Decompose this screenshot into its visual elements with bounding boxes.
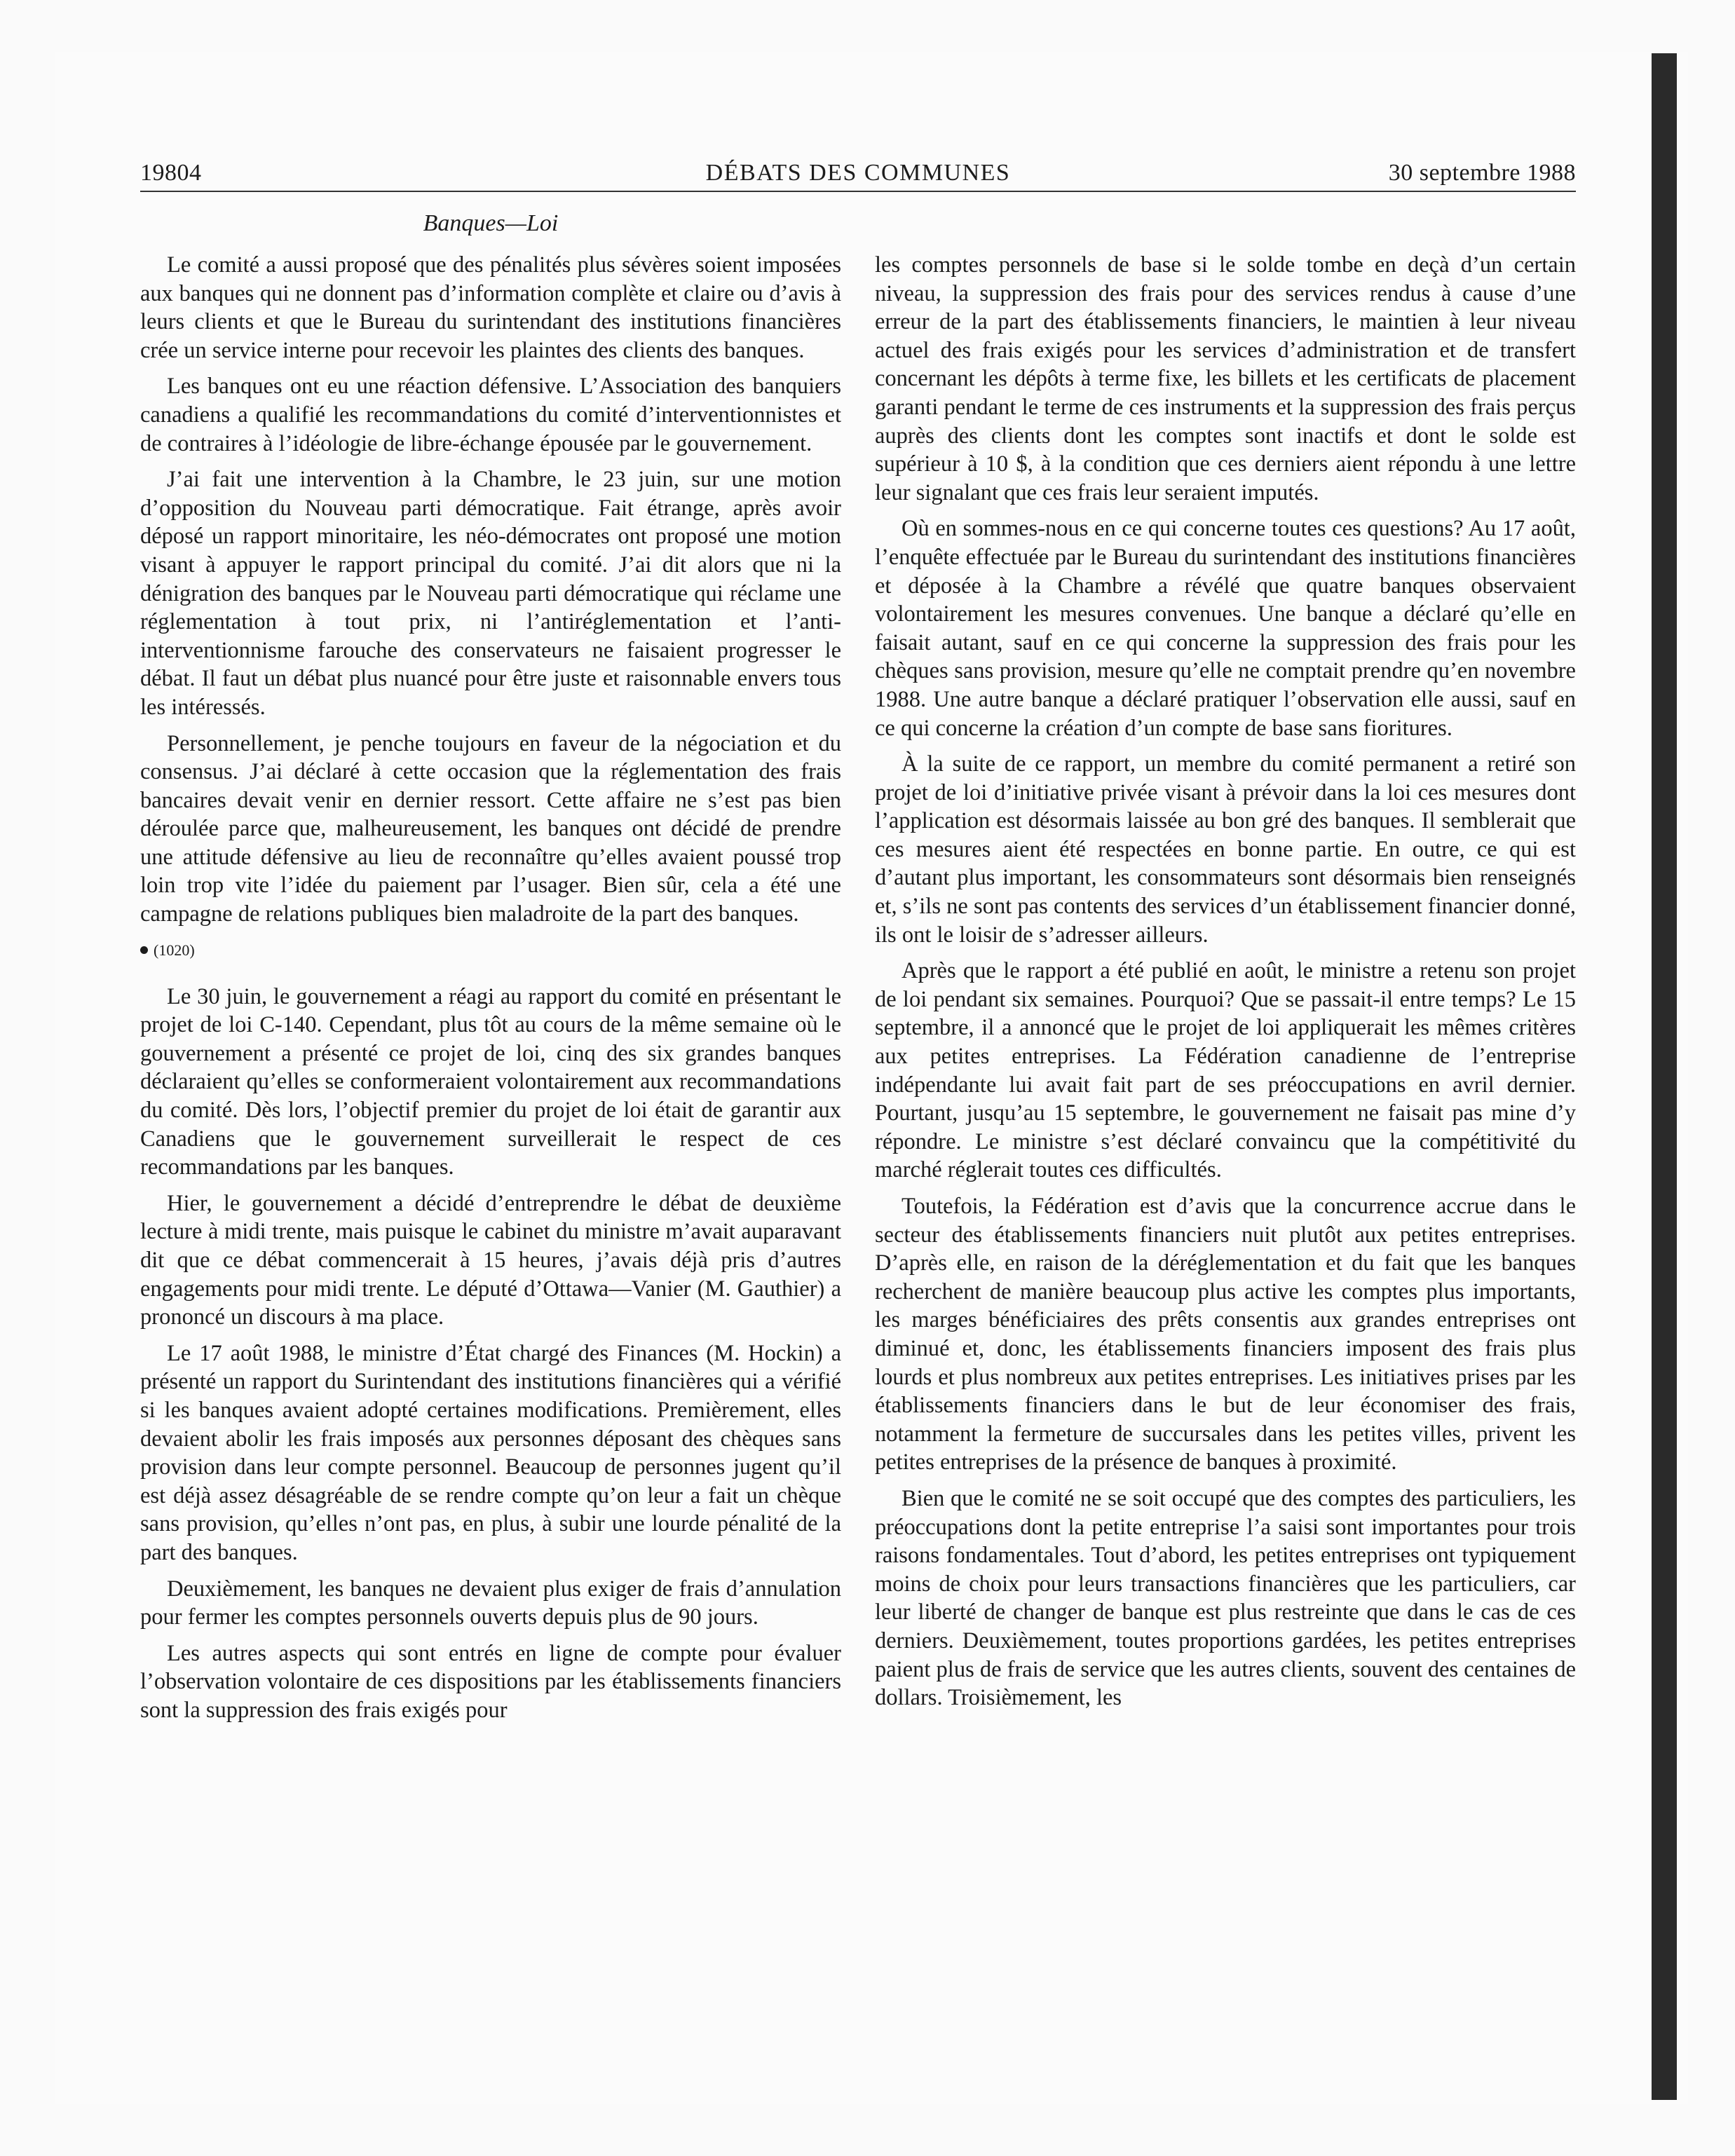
left-column: [140, 251, 841, 1733]
issue-date: 30 septembre 1988: [1388, 160, 1576, 186]
paragraph: Le 17 août 1988, le ministre d’État chargé des Finances (M. Hockin) a présenté un rapport du Surintendant des institutions financières qui a vérifié si les banques avaient adopté certaines modifications. Premièrement, elles devaient abolir les frais imposés aux personnes déposant des chèques sans provision dans leur compte personnel. Beaucoup de personnes jugent qu’il est déjà assez désagréable de se rendre compte qu’on leur a fait un chèque sans provision, qu’elles n’ont pas, en plus, à subir une lourde pénalité de la part des banques.: [140, 1340, 841, 1565]
subject-heading: Banques—Loi: [423, 210, 559, 236]
paragraph: Les banques ont eu une réaction défensive. L’Association des banquiers canadiens a qualifié les recommandations du comité d’interventionnistes et de contraires à l’idéologie de libre-échange épousée par le gouvernement.: [140, 374, 841, 456]
time-marker: [140, 936, 841, 964]
paragraph: Le 30 juin, le gouvernement a réagi au rapport du comité en présentant le projet de loi C-140. Cependant, plus tôt au cours de la même semaine où le gouvernement a présenté ce projet de loi, cinq des six grandes banques déclaraient qu’elles se conformeraient volontairement aux recommandations du comité. Dès lors, l’objectif premier du projet de loi était de garantir aux Canadiens que le gouvernement surveillerait le respect de ces recommandations par les banques.: [140, 983, 841, 1180]
running-head: [140, 160, 1576, 195]
page-number: 19804: [140, 160, 202, 186]
time-marker-label: (1020): [154, 941, 195, 959]
paragraph: Les autres aspects qui sont entrés en ligne de compte pour évaluer l’observation volontaire de ces dispositions par les établissements financiers sont la suppression des frais exigés pour: [140, 1640, 841, 1723]
paragraph-continued: les comptes personnels de base si le solde tombe en deçà d’un certain niveau, la suppression des frais pour des services rendus à cause d’une erreur de la part des établissements financiers, le maintien à leur niveau actuel des frais exigés pour les services d’administration et de transfert concernant les dépôts à terme fixe, les billets et les certificats de placement garanti pendant le terme de ces instruments et la suppression des frais perçus auprès des clients dont les comptes sont inactifs et dont le solde est supérieur à 10 $, à la condition que ces derniers aient répondu à une lettre leur signalant que ces frais leur seraient imputés.: [875, 252, 1576, 505]
paragraph: Hier, le gouvernement a décidé d’entreprendre le débat de deuxième lecture à midi trente, mais puisque le cabinet du ministre m’avait auparavant dit que ce débat commencerait à 15 heures, j’avais déjà pris d’autres engagements pour midi trente. Le député d’Ottawa—Vanier (M. Gauthier) a prononcé un discours à ma place.: [140, 1190, 841, 1330]
paragraph: Après que le rapport a été publié en août, le ministre a retenu son projet de loi pendant six semaines. Pourquoi? Que se passait-il entre temps? Le 15 septembre, il a annoncé que le projet de loi appliquerait les mêmes critères aux petites entreprises. La Fédération canadienne de l’entreprise indépendante lui avait fait part de ses préoccupations en avril dernier. Pourtant, jusqu’au 15 septembre, le gouvernement ne faisait pas mine d’y répondre. Le ministre s’est déclaré convaincu que la compétitivité du marché réglerait toutes ces difficultés.: [875, 958, 1576, 1183]
paragraph: À la suite de ce rapport, un membre du comité permanent a retiré son projet de loi d’initiative privée visant à prévoir dans la loi ces mesures dont l’application est désormais laissée au bon gré des banques. Il semblerait que ces mesures aient été respectées en bonne partie. En outre, ce qui est d’autant plus important, les consommateurs sont désormais bien renseignés et, s’ils ne sont pas contents des services d’un établissement financier donné, ils ont le loisir de s’adresser ailleurs.: [875, 751, 1576, 948]
paragraph: Le comité a aussi proposé que des pénalités plus sévères soient imposées aux banques qui ne donnent pas d’information complète et claire ou d’avis à leurs clients et que le Bureau du surintendant des institutions financières crée un service interne pour recevoir les plaintes des clients des banques.: [140, 252, 841, 363]
paragraph: Où en sommes-nous en ce qui concerne toutes ces questions? Au 17 août, l’enquête effectuée par le Bureau du surintendant des institutions financières et déposée à la Chambre a révélé que quatre banques observaient volontairement les mesures convenues. Une banque a déclaré qu’elle en faisait autant, sauf en ce qui concerne la suppression des frais pour les chèques sans provision, mesure qu’elle ne comptait prendre qu’en novembre 1988. Une autre banque a déclaré pratiquer l’observation elle aussi, sauf en ce qui concerne la création d’un compte de base sans fioritures.: [875, 516, 1576, 741]
right-column: [875, 251, 1576, 1720]
paragraph: Deuxièmement, les banques ne devaient plus exiger de frais d’annulation pour fermer les comptes personnels ouverts depuis plus de 90 jours.: [140, 1576, 841, 1630]
paragraph: J’ai fait une intervention à la Chambre, le 23 juin, sur une motion d’opposition du Nouveau parti démocratique. Fait étrange, après avoir déposé un rapport minoritaire, les néo-démocrates ont proposé une motion visant à appuyer le rapport principal du comité. J’ai dit alors que ni la dénigration des banques par le Nouveau parti démocratique qui réclame une réglementation à tout prix, ni l’antiréglementation et l’anti-interventionnisme farouche des conservateurs ne faisaient progresser le débat. Il faut un débat plus nuancé pour être juste et raisonnable envers tous les intéressés.: [140, 467, 841, 720]
paragraph: Bien que le comité ne se soit occupé que des comptes des particuliers, les préoccupations dont la petite entreprise l’a saisi sont importantes pour trois raisons fondamentales. Tout d’abord, les petites entreprises ont typiquement moins de choix pour leurs transactions financières que les particuliers, car leur liberté de changer de banque est plus restreinte que dans le cas de ces derniers. Deuxièmement, toutes proportions gardées, les petites entreprises paient plus de frais de service que les autres clients, souvent des centaines de dollars. Troisièmement, les: [875, 1485, 1576, 1711]
bullet-icon: [140, 946, 148, 954]
header-rule: [140, 191, 1576, 192]
paragraph: Toutefois, la Fédération est d’avis que la concurrence accrue dans le secteur des établissements financiers nuit plutôt aux petites entreprises. D’après elle, en raison de la déréglementation et du fait que les banques recherchent de manière beaucoup plus active les comptes plus importants, les marges bénéficiaires des prêts consentis aux grandes entreprises ont diminué et, donc, les établissements financiers imposent des frais plus lourds et plus nombreux aux petites entreprises. Les initiatives prises par les établissements financiers dans le but de leur économiser des frais, notamment la fermeture de succursales dans les petites villes, privent les petites entreprises de la présence de banques à proximité.: [875, 1194, 1576, 1475]
paragraph: Personnellement, je penche toujours en faveur de la négociation et du consensus. J’ai déclaré à cette occasion que la réglementation des frais bancaires devait venir en dernier ressort. Cette affaire ne s’est pas bien déroulée parce que, malheureusement, les banques ont décidé de prendre une attitude défensive au lieu de reconnaître qu’elles avaient poussé trop loin trop vite l’idée du paiement par l’usager. Bien sûr, cela a été une campagne de relations publiques bien maladroite de la part des banques.: [140, 730, 841, 927]
publication-title: DÉBATS DES COMMUNES: [705, 160, 1011, 186]
binding-edge: [1652, 53, 1677, 2100]
